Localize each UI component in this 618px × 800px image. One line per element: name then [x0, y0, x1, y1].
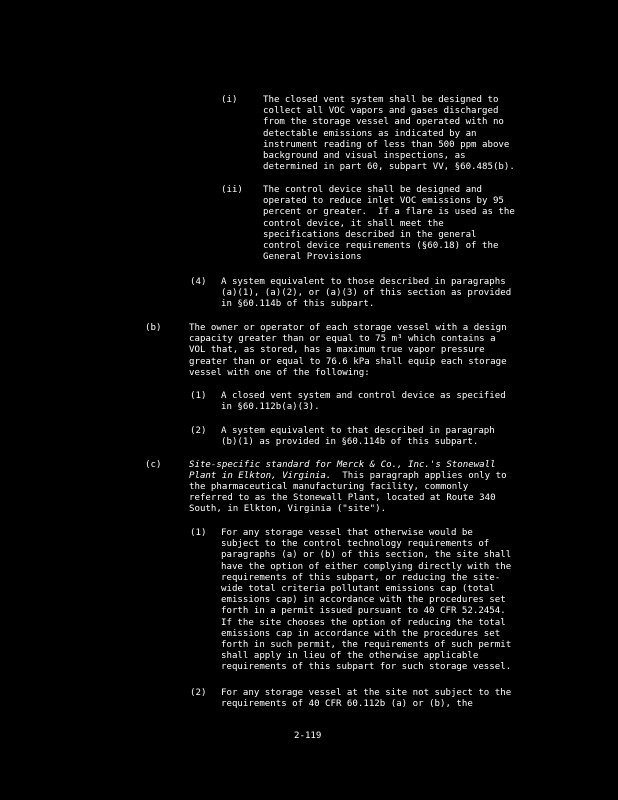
- paragraph-a3-i: The closed vent system shall be designed to collect all VOC vapors and gases discharged from the storage vessel and operated with no detectable emissions as indicated by an instrument reading of less than 500 ppm above background and visual inspections, as determined in part 60, subpart VV, §60.485(b).: [263, 95, 515, 173]
- item-marker-c1: (1): [190, 528, 207, 538]
- paragraph-c-heading: [189, 460, 507, 482]
- section-marker-c: (c): [145, 460, 162, 470]
- paragraph-c: the pharmaceutical manufacturing facility, commonly referred to as the Stonewall Plant, located at Route 340 South, in Elkton, Virginia ("site").: [189, 482, 496, 515]
- paragraph-c-line2-rest: This paragraph applies only to: [331, 471, 507, 482]
- site-specific-title-line1: Site-specific standard for Merck & Co., Inc.'s Stonewall: [189, 460, 496, 470]
- item-marker-4: (4): [190, 277, 207, 287]
- item-marker-ii: (ii): [221, 185, 243, 195]
- paragraph-a4: A system equivalent to those described in paragraphs (a)(1), (a)(2), or (a)(3) of this section as provided in §60.114b of this subpart.: [221, 277, 512, 310]
- paragraph-b2: A system equivalent to that described in paragraph (b)(1) as provided in §60.114b of this subpart.: [221, 426, 495, 448]
- paragraph-b: The owner or operator of each storage vessel with a design capacity greater than or equal to 75 m³ which contains a VOL that, as stored, has a maximum true vapor pressure greater than or equal to 76.6 kPa shall equip each storage vessel with one of the following:: [189, 323, 507, 378]
- paragraph-c2: For any storage vessel at the site not subject to the requirements of 40 CFR 60.112b (a) or (b), the: [221, 688, 512, 710]
- item-marker-i: (i): [221, 95, 238, 105]
- page-number: 2-119: [294, 731, 322, 741]
- paragraph-c1: For any storage vessel that otherwise would be subject to the control technology requirements of paragraphs (a) or (b) of this section, the site shall have the option of either complying directly with the requirements of this subpart, or reducing the site- wide total criteria pollutant emissions cap (total emissions cap) in accordance with the procedures set forth in a permit issued pursuant to 40 CFR 52.2454. If the site chooses the option of reducing the total emissions cap in accordance with the procedures set forth in such permit, the requirements of such permit shall apply in lieu of the otherwise applicable requirements of this subpart for such storage vessel.: [221, 528, 512, 673]
- section-marker-b: (b): [145, 323, 162, 333]
- item-marker-c2: (2): [190, 688, 207, 698]
- site-specific-title-line2: Plant in Elkton, Virginia.: [189, 471, 332, 482]
- paragraph-a3-ii: The control device shall be designed and operated to reduce inlet VOC emissions by 95 percent or greater. If a flare is used as the control device, it shall meet the specifications described in the general control device requirements (§60.18) of the General Provisions: [263, 185, 515, 263]
- paragraph-b1: A closed vent system and control device as specified in §60.112b(a)(3).: [221, 391, 506, 413]
- item-marker-b2: (2): [190, 426, 207, 436]
- item-marker-b1: (1): [190, 391, 207, 401]
